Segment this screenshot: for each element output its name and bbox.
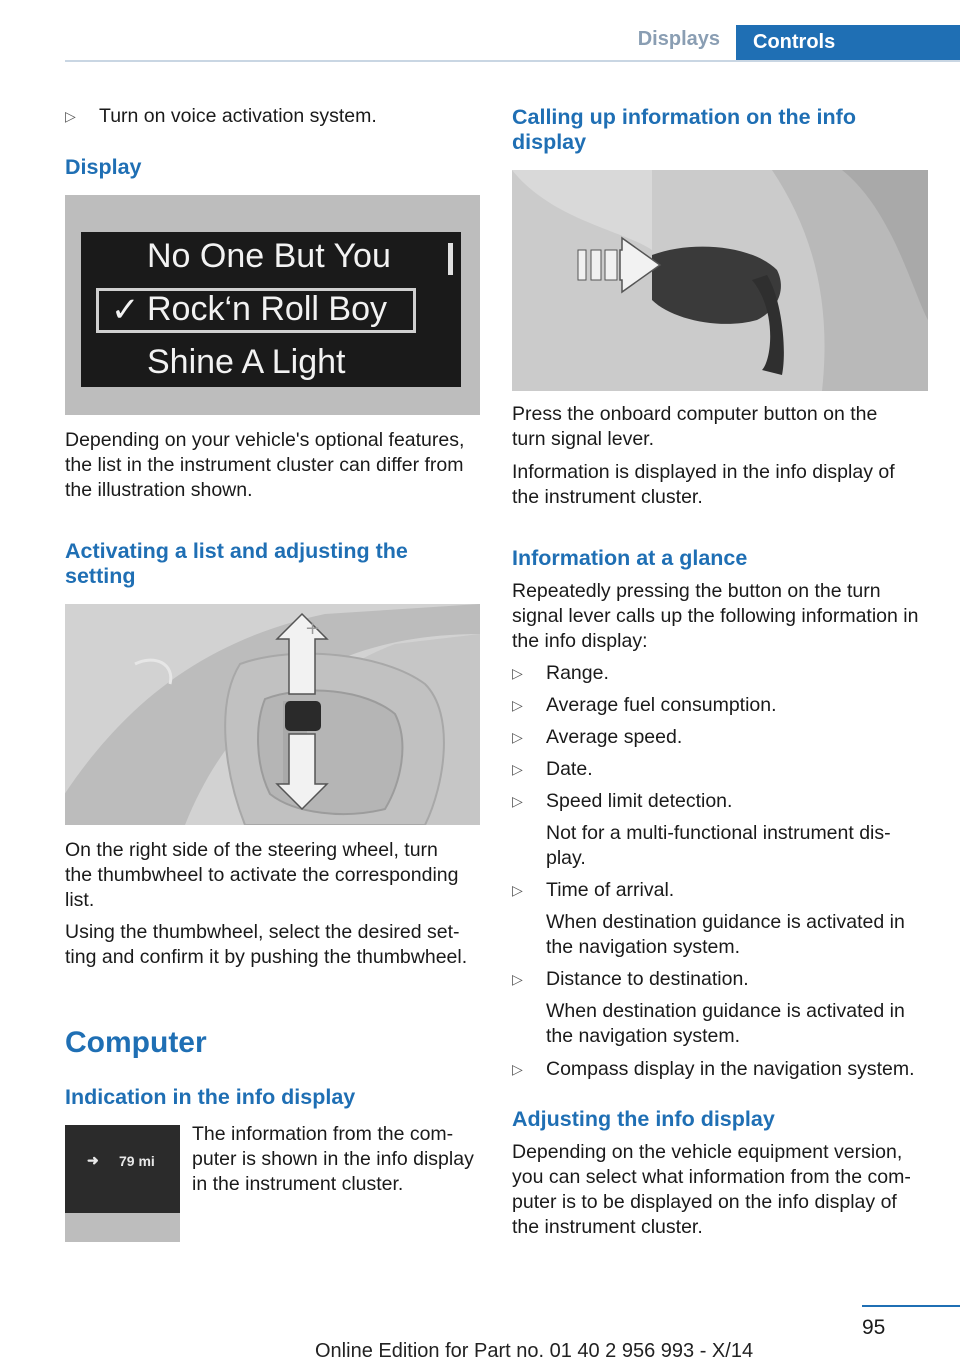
- steering-wheel-figure: [65, 604, 480, 825]
- paragraph-glance: Repeatedly pressing the button on the turn signal lever calls up the following information in the info display:: [512, 580, 919, 652]
- footer-rule: [862, 1305, 960, 1307]
- heading-calling-info: Calling up information on the info display: [512, 105, 856, 154]
- paragraph-info-displayed: Information is displayed in the info display of the instrument cluster.: [512, 461, 895, 508]
- triangle-right-icon: ▷: [512, 793, 523, 809]
- paragraph-wheel-select: Using the thumbwheel, select the desired set‐ ting and confirm it by pushing the thumbwheel.: [65, 921, 468, 968]
- page-number: 95: [862, 1316, 886, 1339]
- footer-edition: Online Edition for Part no. 01 40 2 956 993 - X/14: [315, 1340, 754, 1362]
- heading-info-at-glance: Information at a glance: [512, 546, 748, 570]
- info-display-bezel: [65, 1213, 180, 1242]
- triangle-right-icon: ▷: [512, 971, 523, 987]
- turn-signal-lever-figure: [512, 170, 928, 391]
- paragraph-press-button: Press the onboard computer button on the turn signal lever.: [512, 403, 878, 450]
- list-item-speed-limit-note: Not for a multi-functional instrument dis‐ play.: [546, 822, 891, 869]
- range-arrow-icon: ➜: [87, 1152, 99, 1168]
- triangle-right-icon: ▷: [512, 761, 523, 777]
- info-display-figure: [65, 1125, 180, 1242]
- paragraph-adjusting: Depending on the vehicle equipment version, you can select what information from the com‐ puter is to be displayed on the info display of the instrument cluster.: [512, 1141, 911, 1238]
- triangle-right-icon: ▷: [65, 108, 76, 124]
- display-list-item-3: Shine A Light: [147, 343, 346, 381]
- heading-computer: Computer: [65, 1026, 207, 1059]
- triangle-right-icon: ▷: [512, 665, 523, 681]
- triangle-right-icon: ▷: [512, 1061, 523, 1077]
- steering-wheel-illustration: [65, 604, 480, 825]
- triangle-right-icon: ▷: [512, 729, 523, 745]
- list-item-time-of-arrival-note: When destination guidance is activated in the navigation system.: [546, 911, 905, 958]
- heading-display: Display: [65, 155, 142, 179]
- display-list-item-2: Rock‘n Roll Boy: [147, 290, 387, 328]
- header-tab-controls: Controls: [736, 25, 960, 62]
- triangle-right-icon: ▷: [512, 882, 523, 898]
- heading-indication-info-display: Indication in the info display: [65, 1085, 356, 1109]
- paragraph-wheel-turn: On the right side of the steering wheel, turn the thumbwheel to activate the corresponding list.: [65, 839, 459, 911]
- heading-adjusting-info-display: Adjusting the info display: [512, 1107, 775, 1131]
- check-icon: ✓: [111, 291, 140, 329]
- display-scrollbar: [448, 243, 453, 275]
- triangle-right-icon: ▷: [512, 697, 523, 713]
- list-item-distance-note: When destination guidance is activated in the navigation system.: [546, 1000, 905, 1047]
- svg-text:+: +: [305, 618, 321, 639]
- heading-activating-list: Activating a list and adjusting the setting: [65, 539, 408, 588]
- header-section-label: Displays: [637, 28, 720, 50]
- paragraph-indication: The information from the com‐ puter is shown in the info display in the instrument cluster.: [192, 1123, 474, 1195]
- display-list-item-1: No One But You: [147, 237, 391, 275]
- header-rule: [65, 60, 960, 62]
- paragraph-display-note: Depending on your vehicle's optional features, the list in the instrument cluster can differ from the illustration shown.: [65, 429, 465, 501]
- display-figure: [65, 195, 480, 415]
- info-readout-range: 79 mi: [119, 1153, 155, 1169]
- turn-signal-lever-illustration: [512, 170, 928, 391]
